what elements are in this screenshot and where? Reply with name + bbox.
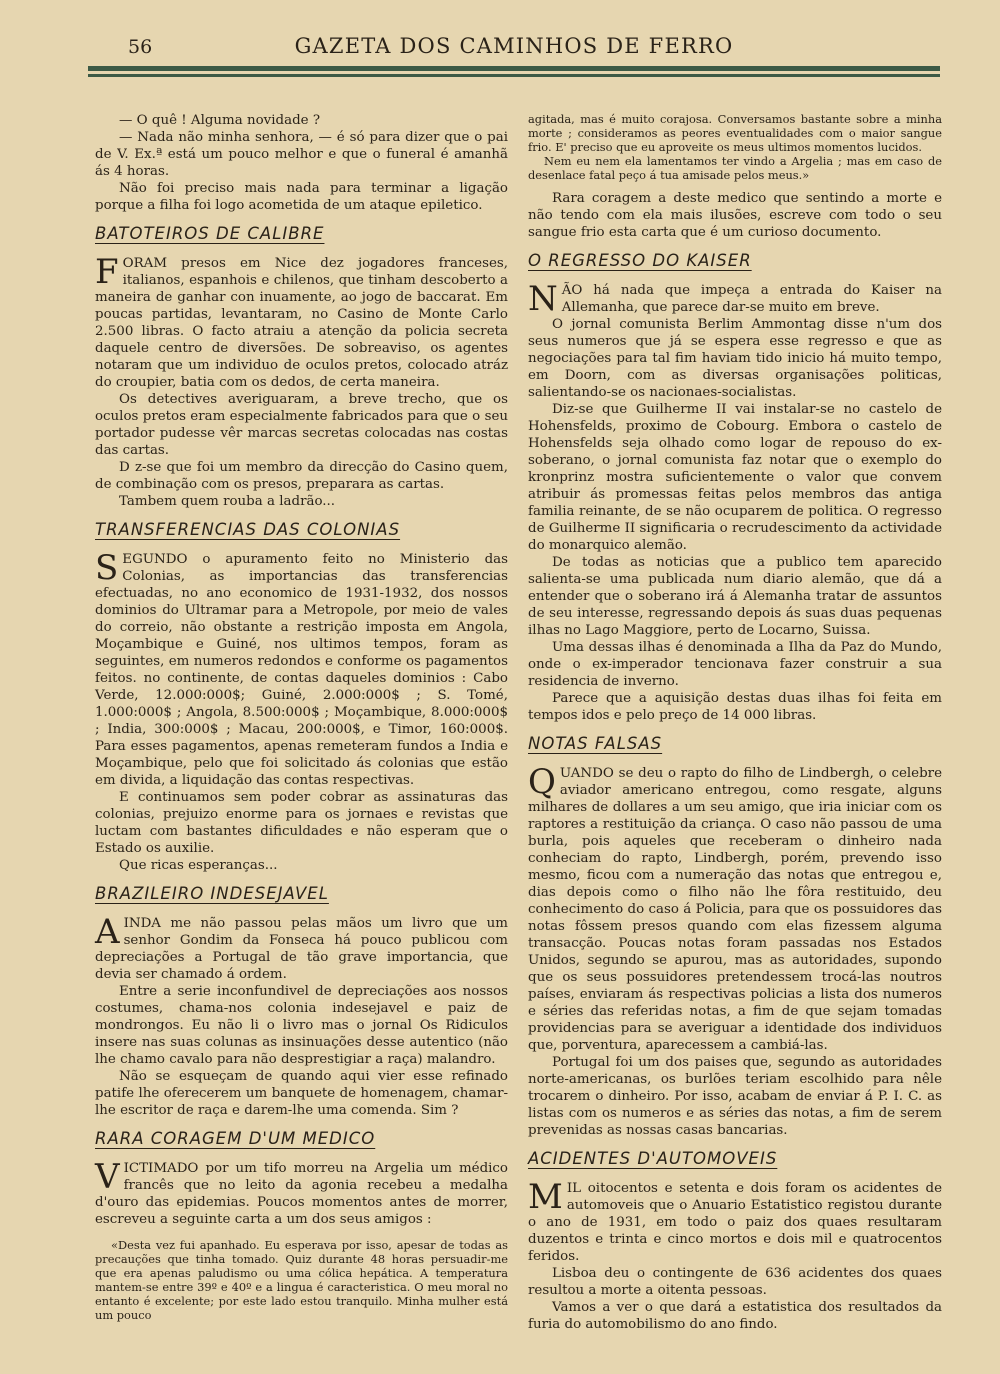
quoted-letter [95,1238,508,1322]
drop-cap: N [528,279,558,319]
section-title-acidentes: ACIDENTES D'AUTOMOVEIS [528,1149,778,1168]
article-paragraph: Os detectives averiguaram, a breve trecho, que os oculos pretos eram especialmente fabricados para que o seu portador pudesse vêr marcas secretas colocadas nas costas das cartas. [95,392,508,458]
section-title-batoteiros: BATOTEIROS DE CALIBRE [95,224,325,243]
left-column [95,112,508,1322]
article-paragraph: AINDA me não passou pelas mãos um livro que um senhor Gondim da Fonseca há pouco publicou com depreciações a Portugal de tão grave importancia, que devia ser chamado á ordem. [95,912,508,982]
header-rule-thin [88,74,940,77]
article-paragraph: MIL oitocentos e setenta e dois foram os acidentes de automoveis que o Anuario Estatistico registou durante o ano de 1931, em todo o paiz dos quaes resultaram duzentos e trinta e cinco mortos e dois mil e quatrocentos feridos. [528,1177,942,1264]
drop-cap: S [95,548,119,588]
article-paragraph: NÃO há nada que impeça a entrada do Kaiser na Allemanha, que parece dar-se muito em breve. [528,279,942,319]
article-paragraph: D z-se que foi um membro da direcção do Casino quem, de combinação com os presos, preparara as cartas. [95,460,508,492]
journal-title: GAZETA DOS CAMINHOS DE FERRO [294,34,734,58]
article-paragraph: Lisboa deu o contingente de 636 acidentes dos quaes resultou a morte a oitenta pessoas. [528,1266,942,1298]
drop-cap: M [528,1177,563,1217]
article-paragraph: De todas as noticias que a publico tem aparecido salienta-se uma publicada num diario alemão, que dá a entender que o soberano irá á Alemanha tratar de assuntos de seu interesse, regressando depois ás suas duas pequenas ilhas no Lago Maggiore, perto de Locarno, Suissa. [528,555,942,638]
section-title-brazileiro: BRAZILEIRO INDESEJAVEL [95,884,329,903]
right-column [528,112,942,1333]
article-paragraph: O jornal comunista Berlim Ammontag disse n'um dos seus numeros que já se espera esse regresso e que as negociações para tal fim haviam tido inicio há muito tempo, em Doorn, com as diversas organisações politicas, salientando-se os nacionaes-socialistas. [528,317,942,400]
article-paragraph: Entre a serie inconfundivel de depreciações aos nossos costumes, chama-nos colonia indesejavel e paiz de mondrongos. Eu não li o livro mas o jornal Os Ridiculos insere nas suas colunas as insinuações desse autentico (não lhe chamo cavalo para não desprestigiar a raça) malandro. [95,984,508,1067]
letter-paragraph: Nem eu nem ela lamentamos ter vindo a Argelia ; mas em caso de desenlace fatal peço á tua amisade pelos meus.» [528,154,942,182]
article-paragraph: Portugal foi um dos paises que, segundo as autoridades norte-americanas, os burlões teriam escolhido para nêle trocarem o dinheiro. Por isso, acabam de enviar á P. I. C. as listas com os numeros e as séries das notas, a fim de serem prevenidas as nossas casas bancarias. [528,1055,942,1138]
article-paragraph: SEGUNDO o apuramento feito no Ministerio das Colonias, as importancias das transferencias efectuadas, no ano economico de 1931-1932, dos nossos dominios do Ultramar para a Metropole, por meio de vales do correio, não obstante a restrição imposta em Angola, Moçambique e Guiné, nos ultimos tempos, foram as seguintes, em numeros redondos e conforme os pagamentos feitos. no continente, de contas daqueles dominios : Cabo Verde, 12.000:000$; Guiné, 2.000:000$ ; S. Tomé, 1.000:000$ ; Angola, 8.500:000$ ; Moçambique, 8.000:000$ ; India, 300:000$ ; Macau, 200:000$, e Timor, 160:000$. Para esses pagamentos, apenas remeteram fundos a India e Moçambique, pelo que foi solicitado ás colonias que estão em divida, a liquidação das contas respectivas. [95,548,508,788]
intro-paragraph: — O quê ! Alguma novidade ? [119,113,321,128]
article-paragraph: Rara coragem a deste medico que sentindo a morte e não tendo com ela mais ilusões, escreve com todo o seu sangue frio esta carta que é um curioso documento. [528,191,942,240]
article-paragraph: VICTIMADO por um tifo morreu na Argelia um médico francês que no leito da agonia recebeu a medalha d'ouro das epidemias. Poucos momentos antes de morrer, escreveu a seguinte carta a um dos seus amigos : [95,1157,508,1227]
section-title-rara-coragem: RARA CORAGEM D'UM MEDICO [95,1129,376,1148]
article-paragraph: Vamos a ver o que dará a estatistica dos resultados da furia do automobilismo do ano findo. [528,1300,942,1332]
article-paragraph: Uma dessas ilhas é denominada a Ilha da Paz do Mundo, onde o ex-imperador tencionava fazer construir a sua residencia de inverno. [528,640,942,689]
drop-cap: F [95,252,119,292]
article-paragraph: Que ricas esperanças... [119,858,278,873]
article-paragraph: E continuamos sem poder cobrar as assinaturas das colonias, prejuizo enorme para os jornaes e revistas que luctam com bastantes dificuldades e não esperam que o Estado os auxilie. [95,790,508,856]
page-number: 56 [128,36,153,58]
article-paragraph: Tambem quem rouba a ladrão... [119,494,336,509]
intro-paragraph: Não foi preciso mais nada para terminar a ligação porque a filha foi logo acometida de um ataque epiletico. [95,181,508,213]
drop-cap: V [95,1157,120,1197]
drop-cap: Q [528,762,556,802]
article-paragraph: Parece que a aquisição destas duas ilhas foi feita em tempos idos e pelo preço de 14 000 libras. [528,691,942,723]
section-title-kaiser: O REGRESSO DO KAISER [528,251,752,270]
intro-paragraph: — Nada não minha senhora, — é só para dizer que o pai de V. Ex.ª está um pouco melhor e que o funeral é amanhã ás 4 horas. [95,130,508,179]
article-paragraph: QUANDO se deu o rapto do filho de Lindbergh, o celebre aviador americano entregou, como resgate, alguns milhares de dollares a um seu amigo, que iria iniciar com os raptores a restituição da criança. O caso não passou de uma burla, pois aqueles que receberam o dinheiro nada conheciam do rapto, Lindbergh, porém, prevendo isso mesmo, ficou com a numeração das notas que entregou e, dias depois como o filho não lhe fôra restituido, deu conhecimento do caso á Policia, para que os possuidores das notas fôssem presos quando com elas fizessem alguma transacção. Poucas notas foram passadas nos Estados Unidos, segundo se apurou, mas as autoridades, supondo que os seus possuidores pretendessem trocá-las noutros países, enviaram ás respectivas policias a lista dos numeros e séries das referidas notas, a fim de que sejam tomadas providencias para se averiguar a identidade dos individuos que, porventura, aparecessem a cambiá-las. [528,762,942,1053]
drop-cap: A [95,912,120,952]
letter-paragraph: agitada, mas é muito corajosa. Conversamos bastante sobre a minha morte ; consideramos as peores eventualidades com o maior sangue frio. E' preciso que eu aproveite os meus ultimos momentos lucidos. [528,112,942,154]
article-paragraph: FORAM presos em Nice dez jogadores franceses, italianos, espanhois e chilenos, que tinham descoberto a maneira de ganhar con inuamente, ao jogo de baccarat. Em poucas partidas, levantaram, no Casino de Monte Carlo 2.500 libras. O facto atraiu a atenção da policia secreta daquele centro de diversões. De sobreaviso, os agentes notaram que um individuo de oculos pretos, colocado atráz do croupier, batia com os dedos, de certa maneira. [95,252,508,390]
letter-paragraph: «Desta vez fui apanhado. Eu esperava por isso, apesar de todas as precauções que tinha tomado. Quiz durante 48 horas persuadir-me que era apenas paludismo ou uma cólica hepática. A temperatura mantem-se entre 39º e 40º e a lingua é caracteristica. O meu moral no entanto é excelente; por este lado estou tranquilo. Minha mulher está um pouco [95,1238,508,1322]
header-rule-thick [88,66,940,71]
article-paragraph: Não se esqueçam de quando aqui vier esse refinado patife lhe oferecerem um banquete de homenagem, chamar-lhe escritor de raça e darem-lhe uma comenda. Sim ? [95,1069,508,1118]
page-header [88,30,940,66]
quoted-letter-continued [528,112,942,182]
article-paragraph: Diz-se que Guilherme II vai instalar-se no castelo de Hohensfelds, proximo de Cobourg. Embora o castelo de Hohensfelds seja olhado como logar de repouso do ex-soberano, o jornal comunista faz notar que o exemplo do kronprinz mostra suficientemente o valor que convem atribuir ás promessas feitas pelos membros das antiga familia reinante, de se não ocuparem de politica. O regresso de Guilherme II significaria o recrudescimento da actividade do monarquico alemão. [528,402,942,553]
section-title-transferencias: TRANSFERENCIAS DAS COLONIAS [95,520,401,539]
section-title-notas-falsas: NOTAS FALSAS [528,734,663,753]
